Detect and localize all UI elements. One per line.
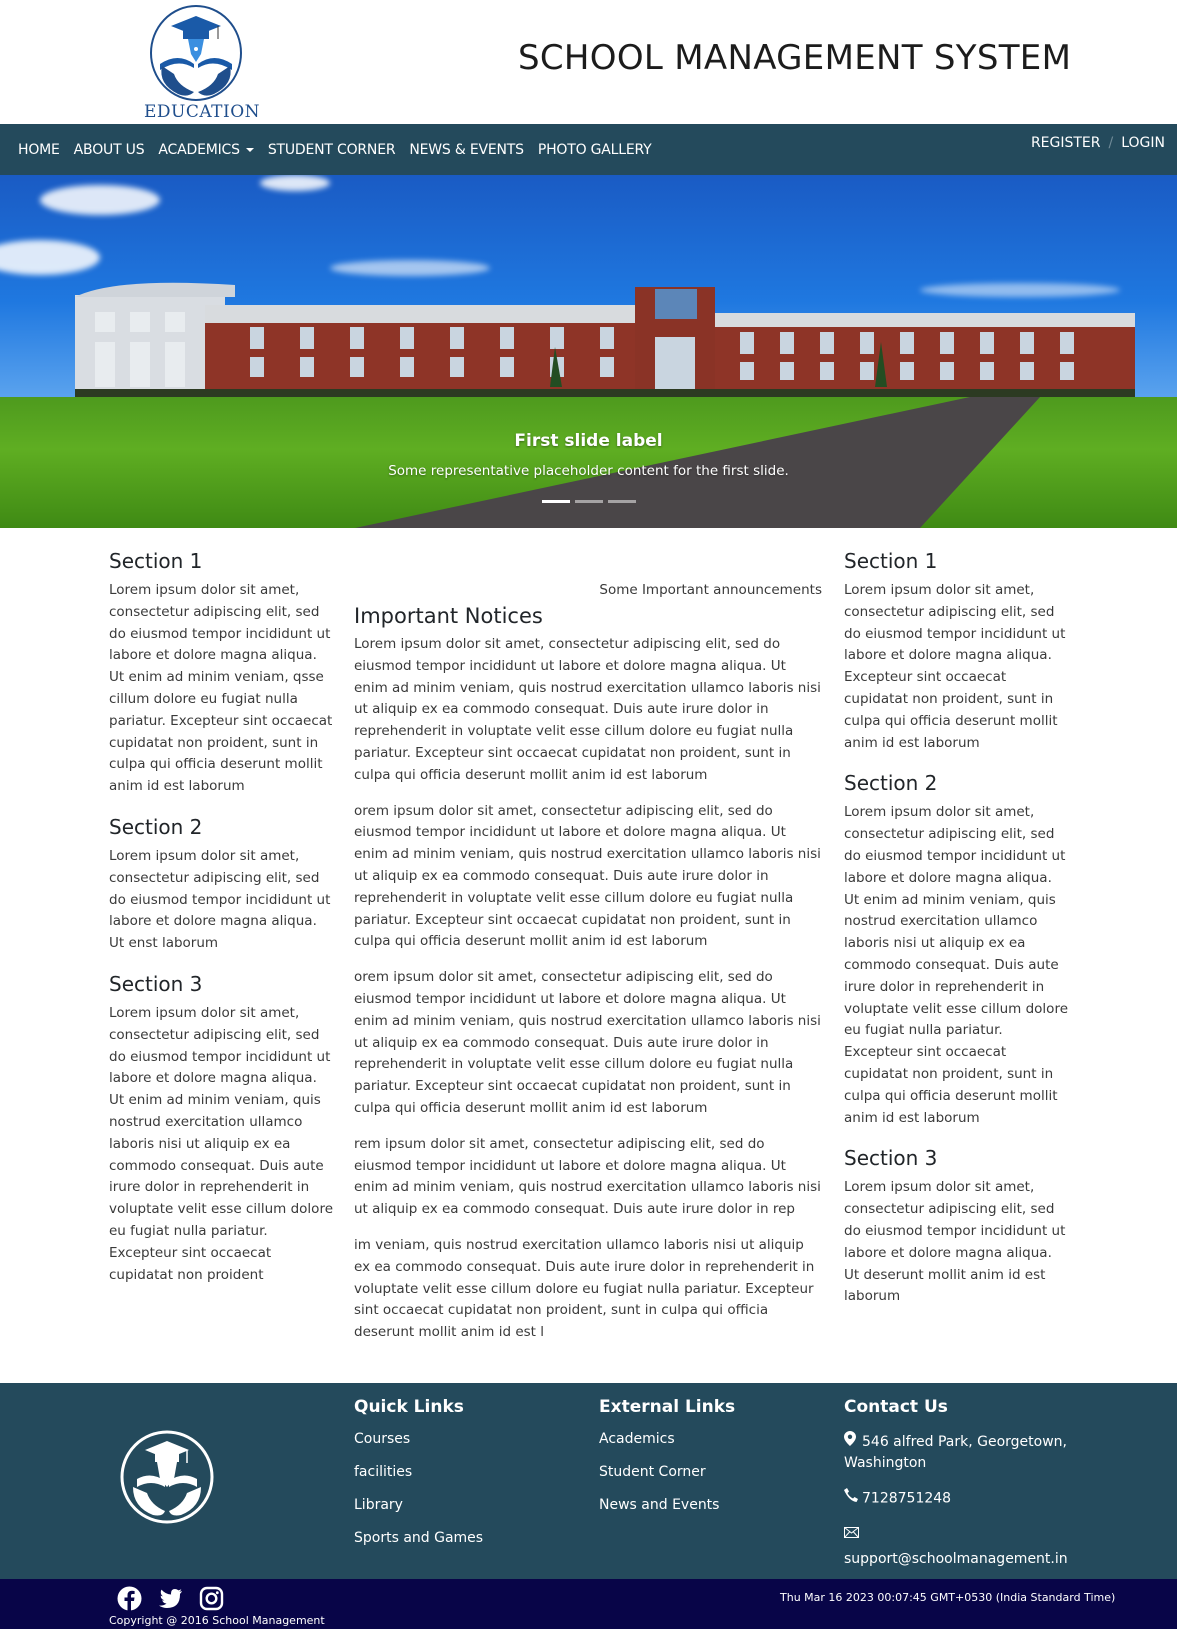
footer-link-news-events[interactable]: News and Events (599, 1497, 720, 1513)
main-navbar (0, 124, 1177, 175)
login-link[interactable]: LOGIN (1121, 135, 1165, 151)
auth-separator: / (1108, 135, 1114, 151)
right-section-3-text: Lorem ipsum dolor sit amet, consectetur adipiscing elit, sed do eiusmod tempor incididunt ut labore et dolore magna aliqua. Ut deserunt mollit anim id est laborum (844, 1179, 1066, 1305)
left-section-2-title: Section 2 (109, 814, 203, 839)
education-logo-white-icon (119, 1429, 215, 1525)
left-section-1-text: Lorem ipsum dolor sit amet, consectetur adipiscing elit, sed do eiusmod tempor incididunt ut labore et dolore magna aliqua. Ut enim ad minim veniam, qsse cillum dolore eu fugiat nulla pariatur. Excepteur sint occaecat cupidatat non proident, sunt in culpa qui officia deserunt mollit anim id est laborum (109, 582, 333, 795)
phone-text[interactable]: 7128751248 (862, 1490, 952, 1507)
auth-links (1031, 135, 1165, 151)
site-header (0, 0, 1177, 124)
nav-item-photo-gallery[interactable]: PHOTO GALLERY (537, 141, 652, 158)
social-links (117, 1586, 224, 1611)
nav-item-student-corner[interactable]: STUDENT CORNER (267, 141, 396, 158)
contact-email (844, 1524, 1074, 1570)
left-section-3-title: Section 3 (109, 971, 203, 996)
cloud (260, 175, 330, 191)
right-section-1-text: Lorem ipsum dolor sit amet, consectetur adipiscing elit, sed do eiusmod tempor incididunt ut labore et dolore magna aliqua. Excepteur sint occaecat cupidatat non proident, sunt in culpa qui officia deserunt mollit anim id est laborum (844, 582, 1066, 751)
nav-item-home[interactable]: HOME (18, 141, 60, 158)
contact-phone (844, 1488, 1074, 1510)
nav-item-academics-label: ACADEMICS (158, 141, 240, 158)
external-links (599, 1397, 735, 1530)
left-sidebar (109, 548, 334, 1302)
nav-menu (18, 124, 666, 175)
school-building-image (75, 277, 1135, 402)
cloud (330, 260, 490, 276)
slide-title: First slide label (514, 431, 663, 451)
current-datetime: Thu Mar 16 2023 00:07:45 GMT+0530 (India Standard Time) (780, 1591, 1116, 1604)
footer-link-facilities[interactable]: facilities (354, 1464, 413, 1480)
main-content (0, 528, 1177, 1383)
nav-item-news-events[interactable]: NEWS & EVENTS (409, 141, 524, 158)
notice-paragraph: im veniam, quis nostrud exercitation ullamco laboris nisi ut aliquip ex ea commodo consequat. Duis aute irure dolor in reprehenderit in voluptate velit esse cillum dolore eu fugiat nulla pariatur. Excepteur sint occaecat cupidatat non proident, sunt in culpa qui officia deserunt mollit anim id est l (354, 1236, 815, 1341)
notices-column (354, 548, 822, 1358)
quick-links-title: Quick Links (354, 1397, 464, 1417)
bottom-bar (0, 1579, 1177, 1629)
left-section-2-text: Lorem ipsum dolor sit amet, consectetur adipiscing elit, sed do eiusmod tempor incididunt ut labore et dolore magna aliqua. Ut enst laborum (109, 847, 331, 952)
contact-title: Contact Us (844, 1397, 948, 1417)
right-sidebar (844, 548, 1069, 1324)
left-section-3-text: Lorem ipsum dolor sit amet, consectetur adipiscing elit, sed do eiusmod tempor incididunt ut labore et dolore magna aliqua. Ut enim ad minim veniam, quis nostrud exercitation ullamco laboris nisi ut aliquip ex ea commodo consequat. Duis aute irure dolor in reprehenderit in voluptate velit esse cillum dolore eu fugiat nulla pariatur. Excepteur sint occaecat cupidatat non proident (109, 1004, 334, 1283)
notice-paragraph: orem ipsum dolor sit amet, consectetur adipiscing elit, sed do eiusmod tempor incididunt ut labore et dolore magna aliqua. Ut enim ad minim veniam, quis nostrud exercitation ullamco laboris nisi ut aliquip ex ea commodo consequat. Duis aute irure dolor in reprehenderit in voluptate velit esse cillum dolore eu fugiat nulla pariatur. Excepteur sint occaecat cupidatat non proident, sunt in culpa qui officia deserunt mollit anim id est laborum (354, 969, 821, 1116)
announcement-marquee: Some Important announcements (599, 582, 822, 598)
carousel-indicator-3[interactable] (608, 500, 636, 503)
right-section-2-text: Lorem ipsum dolor sit amet, consectetur adipiscing elit, sed do eiusmod tempor incididunt ut labore et dolore magna aliqua. Ut enim ad minim veniam, quis nostrud exercitation ullamco laboris nisi ut aliquip ex ea commodo consequat. Duis aute irure dolor in reprehenderit in voluptate velit esse cillum dolore eu fugiat nulla pariatur. Excepteur sint occaecat cupidatat non proident, sunt in culpa qui officia deserunt mollit anim id est laborum (844, 804, 1069, 1126)
twitter-icon[interactable] (158, 1586, 183, 1611)
footer-link-sports-games[interactable]: Sports and Games (354, 1530, 484, 1546)
phone-icon (844, 1488, 862, 1509)
address-text: 546 alfred Park, Georgetown, Washington (844, 1434, 1067, 1471)
envelope-icon (844, 1524, 862, 1545)
right-section-2-title: Section 2 (844, 771, 938, 796)
carousel-indicator-1[interactable] (542, 500, 570, 503)
map-marker-icon (844, 1431, 862, 1453)
hero-carousel[interactable] (0, 175, 1177, 528)
footer-link-student-corner[interactable]: Student Corner (599, 1464, 706, 1480)
instagram-icon[interactable] (199, 1586, 224, 1611)
facebook-icon[interactable] (117, 1586, 142, 1611)
slide-description: Some representative placeholder content for the first slide. (388, 463, 789, 479)
footer-logo[interactable] (119, 1429, 215, 1525)
contact-address (844, 1431, 1074, 1474)
left-section-1-title: Section 1 (109, 549, 203, 573)
contact-us (844, 1397, 1074, 1584)
external-links-title: External Links (599, 1397, 736, 1417)
footer-link-library[interactable]: Library (354, 1497, 403, 1513)
footer-link-academics[interactable]: Academics (599, 1431, 675, 1447)
notice-paragraph: Lorem ipsum dolor sit amet, consectetur adipiscing elit, sed do eiusmod tempor incididunt ut labore et dolore magna aliqua. Ut enim ad minim veniam, quis nostrud exercitation ullamco laboris nisi ut aliquip ex ea commodo consequat. Duis aute irure dolor in reprehenderit in voluptate velit esse cillum dolore eu fugiat nulla pariatur. Excepteur sint occaecat cupidatat non proident, sunt in culpa qui officia deserunt mollit anim id est laborum (354, 636, 821, 783)
email-link[interactable]: support@schoolmanagement.in (844, 1550, 1068, 1567)
carousel-indicator-2[interactable] (575, 500, 603, 503)
footer-link-courses[interactable]: Courses (354, 1431, 411, 1447)
nav-item-about-us[interactable]: ABOUT US (73, 141, 145, 158)
right-section-3-title: Section 3 (844, 1146, 938, 1171)
right-section-1-title: Section 1 (844, 549, 938, 573)
notice-paragraph: orem ipsum dolor sit amet, consectetur adipiscing elit, sed do eiusmod tempor incididunt ut labore et dolore magna aliqua. Ut enim ad minim veniam, quis nostrud exercitation ullamco laboris nisi ut aliquip ex ea commodo consequat. Duis aute irure dolor in reprehenderit in voluptate velit esse cillum dolore eu fugiat nulla pariatur. Excepteur sint occaecat cupidatat non proident, sunt in culpa qui officia deserunt mollit anim id est laborum (354, 802, 821, 950)
register-link[interactable]: REGISTER (1030, 135, 1101, 151)
page-title: SCHOOL MANAGEMENT SYSTEM (518, 38, 1072, 78)
caret-down-icon (246, 148, 254, 152)
carousel-caption (0, 431, 1177, 479)
carousel-indicators (0, 500, 1177, 503)
graduation-cap-book-hands-icon (138, 2, 262, 112)
cloud (40, 185, 160, 215)
site-footer (0, 1383, 1177, 1579)
quick-links (354, 1397, 483, 1563)
notice-paragraph: rem ipsum dolor sit amet, consectetur adipiscing elit, sed do eiusmod tempor incididunt ut labore et dolore magna aliqua. Ut enim ad minim veniam, quis nostrud exercitation ullamco laboris nisi ut aliquip ex ea commodo consequat. Duis aute irure dolor in rep (354, 1135, 821, 1218)
logo-text: EDUCATION (143, 102, 261, 122)
notices-title: Important Notices (354, 604, 543, 628)
copyright-text: Copyright @ 2016 School Management (109, 1614, 325, 1627)
nav-item-academics[interactable] (158, 142, 253, 158)
